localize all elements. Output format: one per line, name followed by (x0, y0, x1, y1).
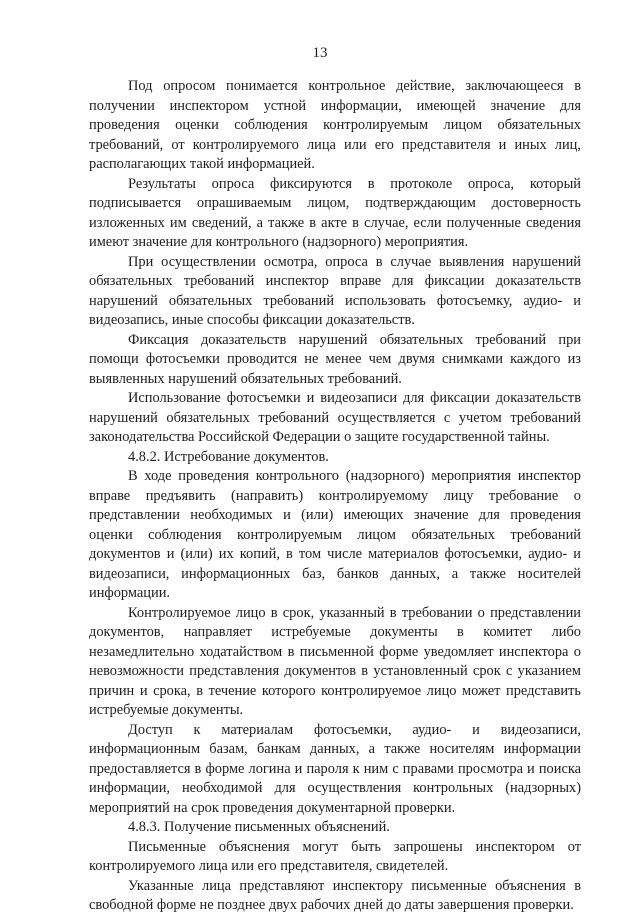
paragraph-document-request: В ходе проведения контрольного (надзорного) мероприятия инспектор вправе предъявить (направить) контролируемому лицу требование о представлении необходимых и (или) имеющих значение для проведения оценки соблюдения контролируемым лицом обязательных требований документов и (или) их копий, в том числе материалов фотосъемки, аудио- и видеозаписи, информационных баз, банков данных, а также носителей информации. (89, 468, 581, 601)
paragraph-interview-results: Результаты опроса фиксируются в протоколе опроса, который подписывается опрашиваемым лицом, подтверждающим достоверность изложенных им сведений, а также в акте в случае, если полученные сведения имеют значение для контрольного (надзорного) мероприятия. (89, 175, 581, 250)
section-heading-document-request: 4.8.2. Истребование документов. (128, 448, 329, 465)
page-body (89, 77, 581, 916)
paragraph-interview-definition: Под опросом понимается контрольное действие, заключающееся в получении инспектором устной информации, имеющей значение для проведения оценки соблюдения контролируемым лицом обязательных требований, от контролируемого лица или его представителя и иных лиц, располагающих такой информацией. (89, 78, 581, 172)
paragraph-data-access: Доступ к материалам фотосъемки, аудио- и видеозаписи, информационным базам, банкам данных, а также носителям информации предоставляется в форме логина и пароля к ним с правами просмотра и поиска информации, необходимой для осуществления контрольных (надзорных) мероприятий на срок проведения документарной проверки. (89, 721, 581, 816)
page-number: 13 (312, 45, 328, 61)
paragraph-evidence-recording: При осуществлении осмотра, опроса в случае выявления нарушений обязательных требований инспектор вправе для фиксации доказательств нарушений обязательных требований использовать фотосъемку, аудио- и видеозапись, иные способы фиксации доказательств. (89, 253, 581, 328)
paragraph-photo-fixation: Фиксация доказательств нарушений обязательных требований при помощи фотосъемки проводится не менее чем двумя снимками каждого из выявленных нарушений обязательных требований. (89, 331, 581, 387)
paragraph-state-secret: Использование фотосъемки и видеозаписи для фиксации доказательств нарушений обязательных требований осуществляется с учетом требований законодательства Российской Федерации о защите государственной тайны. (89, 390, 581, 445)
paragraph-explanations-request: Письменные объяснения могут быть запрошены инспектором от контролируемого лица или его представителя, свидетелей. (89, 838, 581, 874)
paragraph-document-deadline: Контролируемое лицо в срок, указанный в требовании о представлении документов, направляет истребуемые документы в комитет либо незамедлительно ходатайством в письменной форме уведомляет инспектора о невозможности представления документов в установленный срок с указанием причин и срока, в течение которого контролируемое лицо может представить истребуемые документы. (89, 604, 581, 718)
section-heading-written-explanations: 4.8.3. Получение письменных объяснений. (128, 819, 390, 835)
paragraph-explanations-deadline: Указанные лица представляют инспектору письменные объяснения в свободной форме не позднее двух рабочих дней до даты завершения проверки. (89, 877, 581, 913)
